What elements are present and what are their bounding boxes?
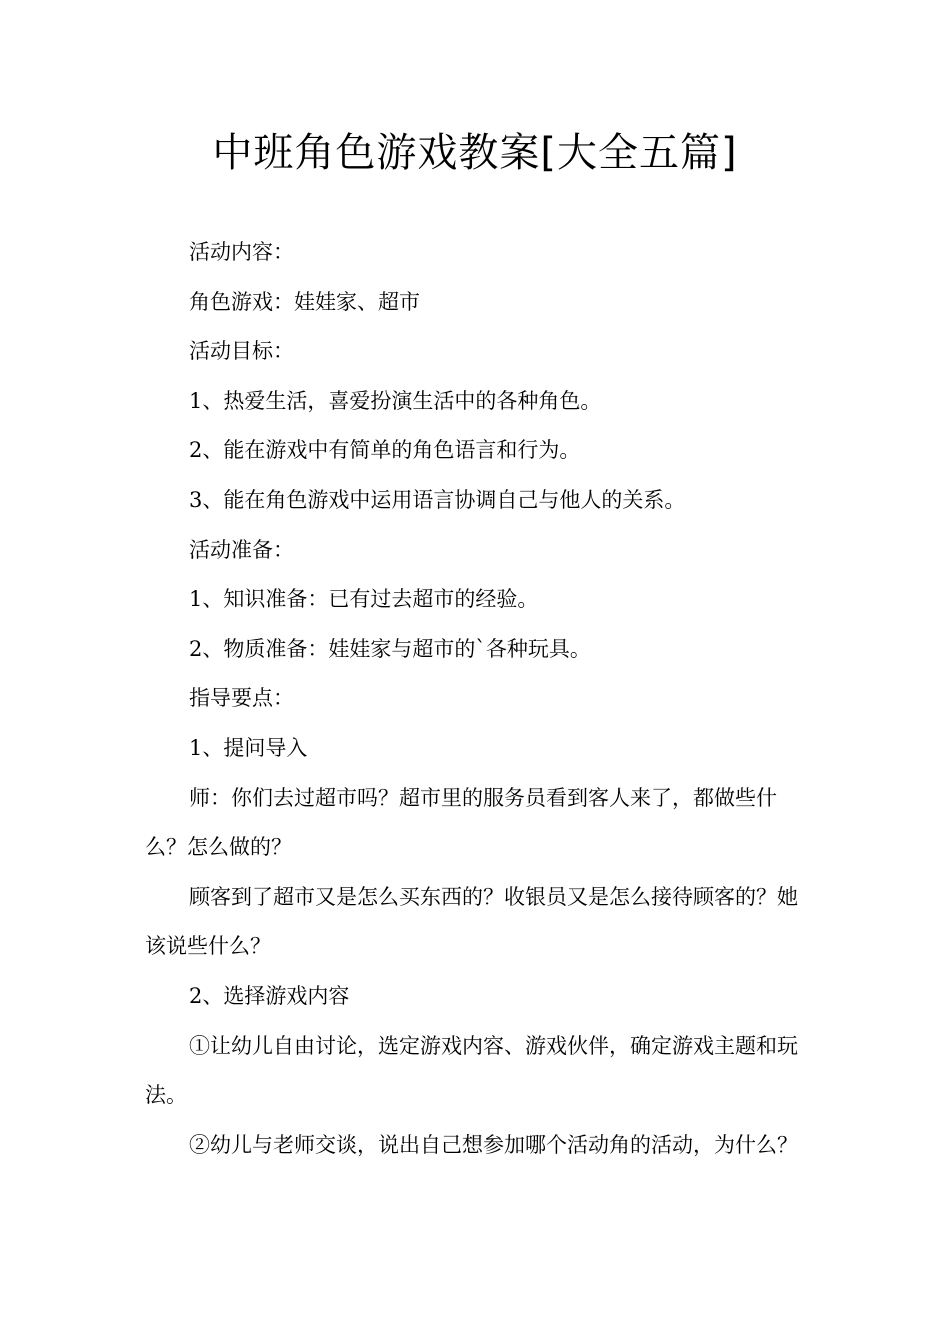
paragraph-preparation-1: 1、知识准备：已有过去超市的经验。 [189, 587, 539, 612]
paragraph-role-games: 角色游戏：娃娃家、超市 [189, 289, 420, 314]
paragraph-step-2-item-2: ②幼儿与老师交谈，说出自己想参加哪个活动角的活动，为什么？ [189, 1132, 798, 1157]
paragraph-goal-1: 1、热爱生活，喜爱扮演生活中的各种角色。 [189, 388, 602, 413]
paragraph-customer-question: 顾客到了超市又是怎么买东西的？收银员又是怎么接待顾客的？她该说些什么？ [145, 884, 798, 959]
paragraph-activity-content-heading: 活动内容： [189, 240, 294, 264]
paragraph-guidance-heading: 指导要点： [189, 686, 294, 711]
paragraph-goal-2: 2、能在游戏中有简单的角色语言和行为。 [189, 438, 581, 463]
paragraph-step-2: 2、选择游戏内容 [189, 983, 350, 1008]
paragraph-teacher-question: 师：你们去过超市吗？超市里的服务员看到客人来了，都做些什么？怎么做的？ [145, 785, 777, 860]
paragraph-activity-goals-heading: 活动目标： [189, 339, 294, 364]
document-body [145, 228, 807, 1170]
paragraph-preparation-2: 2、物质准备：娃娃家与超市的`各种玩具。 [189, 636, 591, 661]
paragraph-step-1: 1、提问导入 [189, 735, 308, 760]
document-title: 中班角色游戏教案[大全五篇] [212, 130, 738, 176]
paragraph-step-2-item-1: ①让幼儿自由讨论，选定游戏内容、游戏伙伴，确定游戏主题和玩法。 [145, 1033, 798, 1108]
paragraph-preparation-heading: 活动准备： [189, 537, 294, 562]
paragraph-goal-3: 3、能在角色游戏中运用语言协调自己与他人的关系。 [189, 487, 686, 512]
